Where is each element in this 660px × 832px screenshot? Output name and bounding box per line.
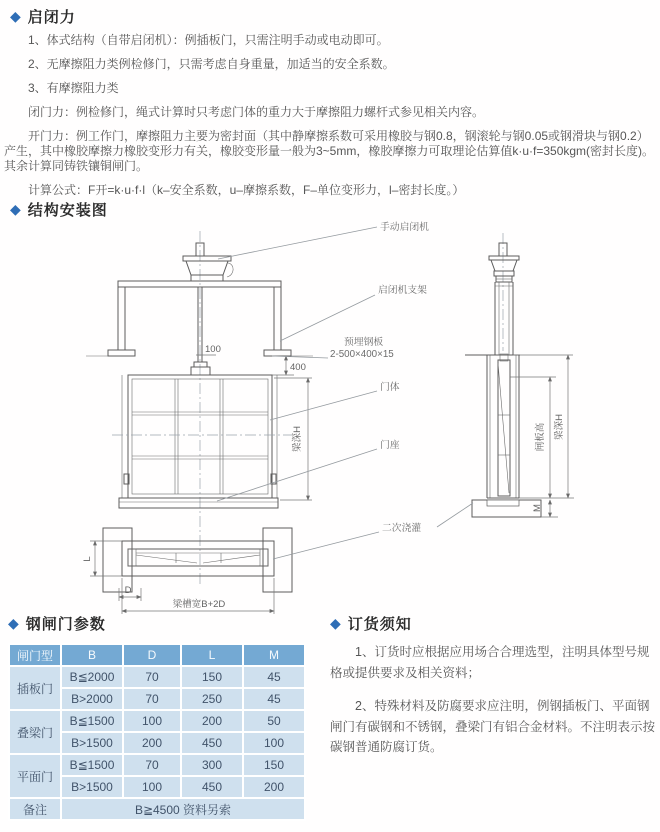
paragraph: 1、订货时应根据应用场合合理选型，注明具体型号规格或提供要求及相关资料； [330,645,650,680]
col-header: B [62,645,122,665]
cell: 100 [124,711,180,731]
label-gate-seat: 门座 [380,440,400,451]
col-header: 闸门型 [10,645,60,665]
dim-400: 400 [290,362,306,373]
gate-parameters-table [8,643,306,821]
section-gate-parameters [8,613,308,821]
label-embedded-plate-size: 2-500×400×15 [330,349,394,360]
cell: 100 [244,733,304,753]
cell: 450 [182,777,242,797]
side-view [465,233,574,517]
paragraph: 1、体式结构（自带启闭机）：例插板门，只需注明手动或电动即可。 [28,33,389,47]
cell: 250 [182,689,242,709]
cell: B≦2000 [62,667,122,687]
group-label: 叠梁门 [10,711,60,753]
section1-title: 启闭力 [27,8,76,26]
dim-slot-width: 梁槽宽B+2D [172,599,226,610]
footer-label: 备注 [10,799,60,819]
col-header: D [124,645,180,665]
group-label: 插板门 [10,667,60,709]
label-secondary-grout: 二次浇灌 [382,523,422,534]
cell: 150 [182,667,242,687]
order-heading [330,613,656,633]
cell: 70 [124,689,180,709]
cell: 70 [124,755,180,775]
cell: B≦1500 [62,711,122,731]
cell: B>1500 [62,777,122,797]
col-header: L [182,645,242,665]
cell: 300 [182,755,242,775]
cell: 450 [182,733,242,753]
diamond-bullet-icon: ◆ [10,8,21,24]
dim-D: D [124,585,132,596]
paragraph: 2、特殊材料及防腐要求应注明，例钢插板门、平面钢闸门有碳钢和不锈钢，叠梁门有铝合金材料。不注明表示按碳钢普通防腐订货。 [330,699,656,754]
section2-title: 结构安装图 [27,201,108,219]
paragraph: 开门力：例工作门，摩擦阻力主要为密封面（其中静摩擦系数可采用橡胶与钢0.8，钢滚轮与钢0.05或钢滑块与钢0.2）产生，其中橡胶摩擦力橡胶变形力有关，橡胶变形量一般为3~5mm，橡胶摩擦力可取理论估算值k·u·f=350kgm(密封长度)。其余计算同铸铁镶铜闸门。 [4,129,655,173]
diamond-bullet-icon: ◆ [8,615,19,631]
section-opening-force [4,6,656,207]
col-header: M [244,645,304,665]
cell: 200 [182,711,242,731]
dim-M: M [532,504,543,512]
dim-gate-plate-height: 闸板高 [535,422,546,452]
cell: 50 [244,711,304,731]
cell: 100 [124,777,180,797]
table-row [10,711,304,731]
cell: 150 [244,755,304,775]
label-embedded-plate: 预埋钢板 [344,337,384,348]
params-heading [8,613,308,633]
diamond-bullet-icon: ◆ [10,201,21,217]
paragraph: 闭门力：例检修门，绳式计算时只考虑门体的重力大于摩擦阻力螺杆式参见相关内容。 [28,105,485,120]
table-row [10,755,304,775]
section1-heading [10,6,656,26]
group-label: 平面门 [10,755,60,797]
table-header-row [10,645,304,665]
cell: B>1500 [62,733,122,753]
label-manual-hoist: 手动启闭机 [380,222,429,233]
table-row [10,667,304,687]
cell: B>2000 [62,689,122,709]
dim-L: L [82,556,93,562]
cell: 45 [244,667,304,687]
dim-beam-depth-side: 梁深H [554,414,565,440]
paragraph: 3、有摩擦阻力类 [28,81,119,96]
installation-diagram [0,215,660,615]
table-footer-row [10,799,304,819]
dim-beam-depth-front: 梁深H [292,426,303,452]
section-order-notes [330,613,656,771]
label-gate-body: 门体 [380,382,400,393]
params-title: 钢闸门参数 [25,615,106,633]
cell: 200 [244,777,304,797]
cell: 70 [124,667,180,687]
paragraph: 计算公式：F开=k·u·f·l（k–安全系数，u–摩擦系数，F–单位变形力，l–密封长度。） [28,182,465,197]
dim-100: 100 [205,344,221,355]
label-hoist-bracket: 启闭机支架 [378,285,427,296]
cell: B≦1500 [62,755,122,775]
diamond-bullet-icon: ◆ [330,615,341,631]
plan-view [82,528,292,614]
footer-value: B≧4500 资料另索 [62,799,304,819]
paragraph: 2、无摩擦阻力类例检修门，只需考虑自身重量，加适当的安全系数。 [28,57,395,72]
order-title: 订货须知 [347,615,412,633]
cell: 45 [244,689,304,709]
front-view [86,231,313,587]
cell: 200 [124,733,180,753]
